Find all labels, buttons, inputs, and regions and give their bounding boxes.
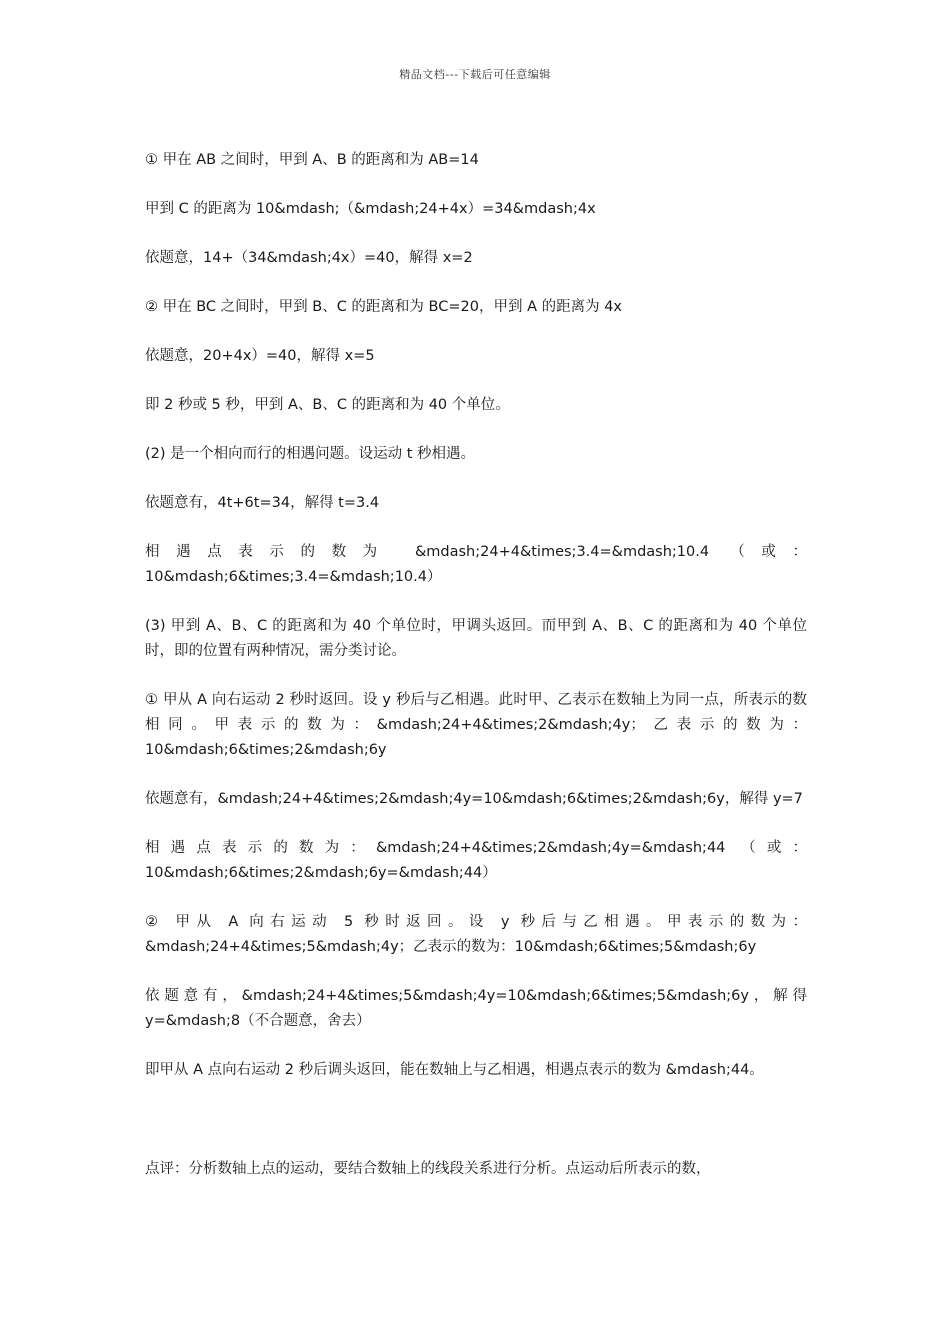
paragraph: ② 甲在 BC 之间时，甲到 B、C 的距离和为 BC=20，甲到 A 的距离为 4x (145, 299, 623, 315)
paragraph: 依题意有，&mdash;24+4&times;5&mdash;4y=10&mdash;6&times;5&mdash;6y，解得 y=&mdash;8（不合题意，舍去） (145, 988, 807, 1029)
paragraph: ② 甲从 A 向右运动 5 秒时返回。设 y 秒后与乙相遇。甲表示的数为：&mdash;24+4&times;5&mdash;4y；乙表示的数为：10&mdash;6&times;5&mdash;6y (145, 914, 807, 955)
paragraph: (2) 是一个相向而行的相遇问题。设运动 t 秒相遇。 (145, 446, 476, 462)
paragraph: (3) 甲到 A、B、C 的距离和为 40 个单位时，甲调头返回。而甲到 A、B、C 的距离和为 40 个单位时，即的位置有两种情况，需分类讨论。 (145, 618, 807, 659)
paragraph: 即 2 秒或 5 秒，甲到 A、B、C 的距离和为 40 个单位。 (145, 397, 510, 413)
paragraph: 相遇点表示的数为 &mdash;24+4&times;3.4=&mdash;10.4 （或：10&mdash;6&times;3.4=&mdash;10.4） (145, 544, 807, 585)
paragraph: ① 甲从 A 向右运动 2 秒时返回。设 y 秒后与乙相遇。此时甲、乙表示在数轴上为同一点，所表示的数相同。甲表示的数为：&mdash;24+4&times;2&mdash;4y；乙表示的数为：10&mdash;6&times;2&mdash;6y (145, 692, 807, 758)
paragraph: 点评：分析数轴上点的运动，要结合数轴上的线段关系进行分析。点运动后所表示的数， (145, 1161, 711, 1177)
paragraph: 依题意，14+（34&mdash;4x）=40，解得 x=2 (145, 250, 473, 266)
paragraph: 甲到 C 的距离为 10&mdash;（&mdash;24+4x）=34&mdash;4x (145, 201, 596, 217)
paragraph: 即甲从 A 点向右运动 2 秒后调头返回，能在数轴上与乙相遇，相遇点表示的数为 &mdash;44。 (145, 1062, 764, 1078)
paragraph: ① 甲在 AB 之间时，甲到 A、B 的距离和为 AB=14 (145, 152, 479, 168)
paragraph: 依题意有，&mdash;24+4&times;2&mdash;4y=10&mdash;6&times;2&mdash;6y，解得 y=7 (145, 791, 803, 807)
page-header: 精品文档---下载后可任意编辑 (399, 68, 551, 81)
paragraph: 依题意，20+4x）=40，解得 x=5 (145, 348, 375, 364)
document-body (145, 148, 807, 1206)
paragraph: 相遇点表示的数为：&mdash;24+4&times;2&mdash;4y=&mdash;44 （或：10&mdash;6&times;2&mdash;6y=&mdash;44） (145, 840, 807, 881)
paragraph: 依题意有，4t+6t=34，解得 t=3.4 (145, 495, 380, 511)
blank-line (145, 1107, 807, 1157)
